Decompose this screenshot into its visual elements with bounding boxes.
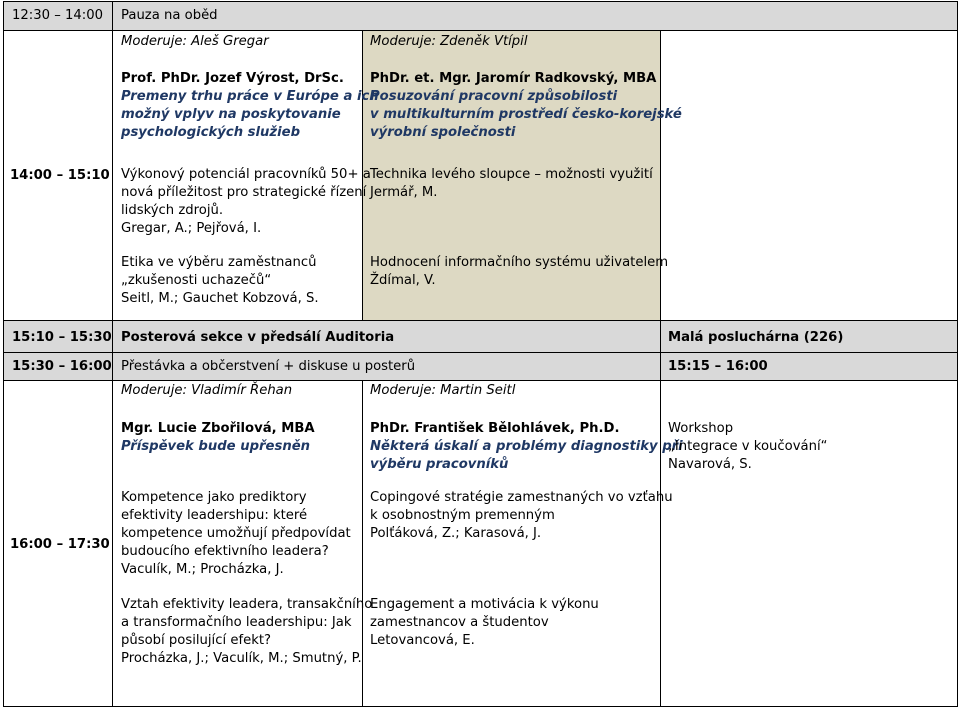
session2-mid-keynote-speaker: PhDr. František Bělohlávek, Ph.D.: [370, 421, 620, 436]
break-time: 15:30 – 16:00: [12, 359, 112, 374]
session2-left-talk1: Kompetence jako prediktory efektivity leadershipu: které kompetence umožňují předpovídat budoucího efektivního leadera? Vaculík, M.; Procházka, J.: [121, 490, 351, 577]
lunch-time: 12:30 – 14:00: [12, 8, 103, 23]
break-label-text: Přestávka a občerstvení + diskuse u posterů: [121, 359, 416, 374]
session2-left-moderator: Moderuje: Vladimír Řehan: [121, 383, 293, 398]
session1-right-keynote-title: Posuzování pracovní způsobilosti v multikulturním prostředí česko-korejské výrobní společnosti: [370, 89, 682, 140]
session2-left-keynote-title: Příspěvek bude upřesněn: [121, 439, 311, 454]
break-time2: 15:15 – 16:00: [668, 359, 768, 374]
session1-left-keynote-title: Premeny trhu práce v Európe a ich možný vplyv na poskytovanie psychologických služieb: [121, 89, 379, 140]
session2-left-talk2: Vztah efektivity leadera, transakčního a transformačního leadershipu: Jak působí posilující efekt? Procházka, J.; Vaculík, M.; Smutný, P.: [121, 597, 373, 666]
poster-label: Posterová sekce v předsálí Auditoria: [121, 330, 395, 345]
session2-mid-keynote-title: Některá úskalí a problémy diagnostiky při výběru pracovníků: [370, 439, 683, 472]
session2-mid-talk2: Engagement a motivácia k výkonu zamestnancov a študentov Letovancová, E.: [370, 597, 599, 648]
session1-left-moderator: Moderuje: Aleš Gregar: [121, 34, 269, 49]
session1-left-keynote-speaker: Prof. PhDr. Jozef Výrost, DrSc.: [121, 71, 344, 86]
session1-right-talk1: Technika levého sloupce – možnosti využití Jermář, M.: [370, 167, 653, 200]
session2-mid-moderator: Moderuje: Martin Seitl: [370, 383, 516, 398]
session1-right-talk2: Hodnocení informačního systému uživatelem Ždímal, V.: [370, 255, 669, 288]
session2-left-keynote-speaker: Mgr. Lucie Zbořilová, MBA: [121, 421, 315, 436]
session1-left-talk2: Etika ve výběru zaměstnanců „zkušenosti uchazečů“ Seitl, M.; Gauchet Kobzová, S.: [121, 255, 319, 306]
poster-time: 15:10 – 15:30: [12, 330, 112, 345]
session2-workshop: Workshop „Integrace v koučování“ Navarová, S.: [668, 421, 828, 472]
session1-time: 14:00 – 15:10: [10, 168, 110, 183]
break-label: [121, 358, 415, 376]
session1-right-keynote-speaker: PhDr. et. Mgr. Jaromír Radkovský, MBA: [370, 71, 657, 86]
session1-left-talk1: Výkonový potenciál pracovníků 50+ a nová příležitost pro strategické řízení lidských zdrojů. Gregar, A.; Pejřová, I.: [121, 167, 371, 236]
session1-right-moderator: Moderuje: Zdeněk Vtípil: [370, 34, 528, 49]
session2-time: 16:00 – 17:30: [10, 537, 110, 552]
session2-mid-talk1: Copingové stratégie zamestnaných vo vzťahu k osobnostným premenným Polťáková, Z.; Karasová, J.: [370, 490, 673, 541]
lunch-label: Pauza na oběd: [121, 8, 218, 23]
poster-room: Malá posluchárna (226): [668, 330, 844, 345]
